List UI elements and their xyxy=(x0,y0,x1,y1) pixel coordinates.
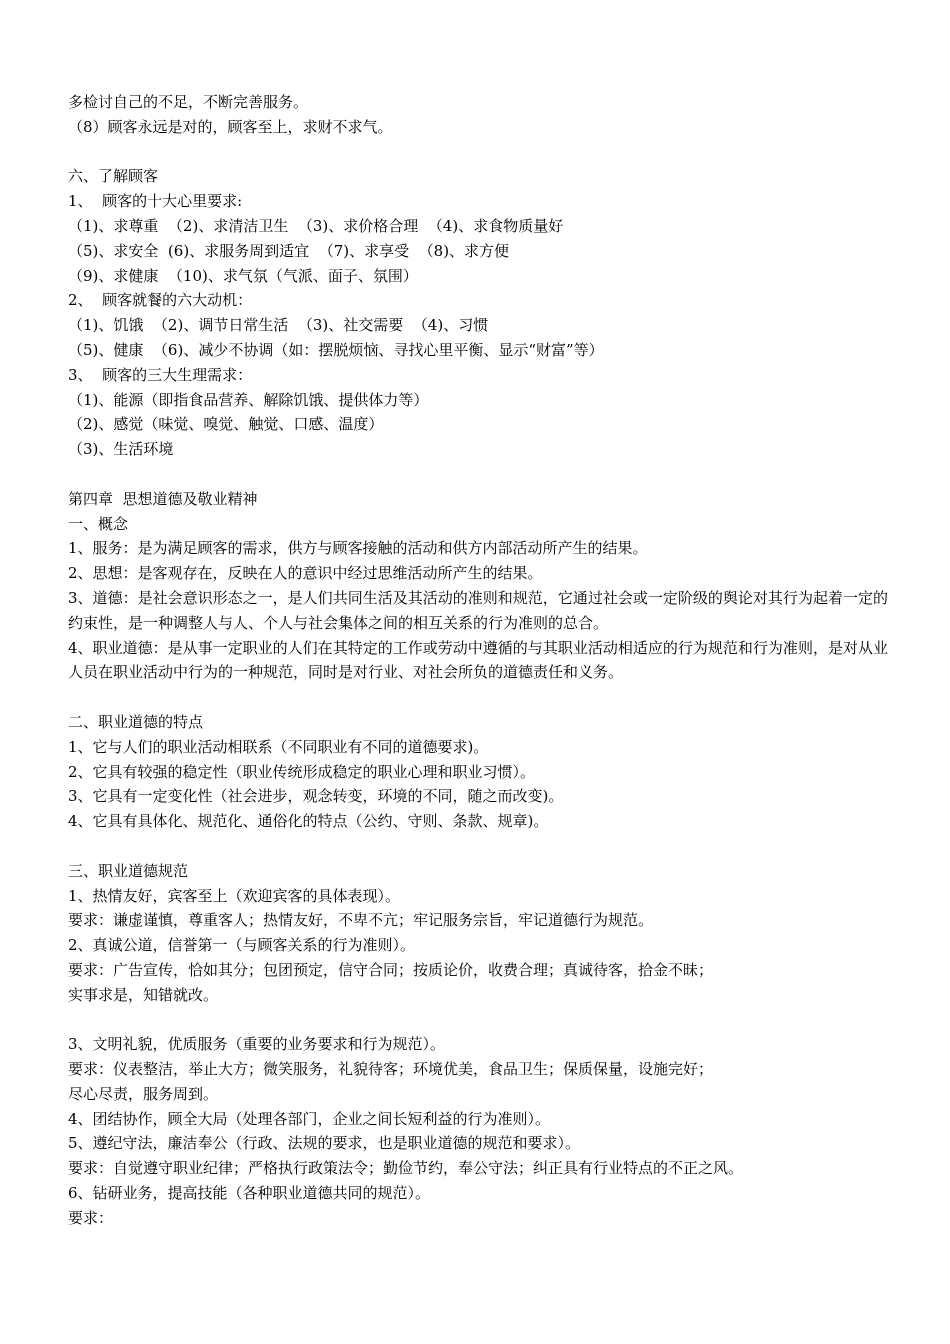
blank-line xyxy=(68,1007,888,1032)
text-line: 三、职业道德规范 xyxy=(68,861,189,880)
text-line: 4、职业道德：是从事一定职业的人们在其特定的工作或劳动中遵循的与其职业活动相适应的行为规范和行为准则，是对从业人员在职业活动中行为的一种规范，同时是对行业、对社会所负的道德责任和义务。 xyxy=(68,638,888,682)
text-line: （1)、能源（即指食品营养、解除饥饿、提供体力等） xyxy=(68,390,429,409)
text-line: 2、思想：是客观存在，反映在人的意识中经过思维活动所产生的结果。 xyxy=(68,564,543,583)
text-line: （1)、求尊重 （2)、求清洁卫生 （3)、求价格合理 （4)、求食物质量好 xyxy=(68,216,564,235)
text-line: 4、它具有具体化、规范化、通俗化的特点（公约、守则、条款、规章)。 xyxy=(68,812,549,831)
text-line: （1)、饥饿 （2)、调节日常生活 （3)、社交需要 （4)、习惯 xyxy=(68,316,489,335)
document-page xyxy=(68,90,888,1231)
text-line: 3、道德：是社会意识形态之一，是人们共同生活及其活动的准则和规范，它通过社会或一定阶级的舆论对其行为起着一定的约束性，是一种调整人与人、个人与社会集体之间的相互关系的行为准则的总合。 xyxy=(68,588,888,632)
text-line: 1、它与人们的职业活动相联系（不同职业有不同的道德要求)。 xyxy=(68,737,489,756)
text-line: 4、团结协作，顾全大局（处理各部门，企业之间长短利益的行为准则）。 xyxy=(68,1109,551,1128)
text-line: 3、 顾客的三大生理需求： xyxy=(68,365,253,384)
text-line: 1、热情友好，宾客至上（欢迎宾客的具体表现）。 xyxy=(68,886,401,905)
text-line: 3、文明礼貌，优质服务（重要的业务要求和行为规范）。 xyxy=(68,1035,446,1054)
text-line: 6、钻研业务，提高技能（各种职业道德共同的规范）。 xyxy=(68,1184,431,1203)
text-line: 一、概念 xyxy=(68,514,129,533)
text-line: （2)、感觉（味觉、嗅觉、触觉、口感、温度） xyxy=(68,415,384,434)
text-line: 3、它具有一定变化性（社会进步，观念转变，环境的不同，随之而改变)。 xyxy=(68,787,564,806)
text-line: 要求： xyxy=(68,1208,114,1227)
blank-line xyxy=(68,685,888,710)
text-line: 要求：谦虚谨慎，尊重客人；热情友好，不卑不亢；牢记服务宗旨，牢记道德行为规范。 xyxy=(68,911,654,930)
text-line: 要求：仪表整洁，举止大方；微笑服务，礼貌待客；环境优美，食品卫生；保质保量，设施完好； xyxy=(68,1060,714,1079)
text-line: （5)、求安全 (6)、求服务周到适宜 （7)、求享受 （8)、求方便 xyxy=(68,241,510,260)
text-line: 二、职业道德的特点 xyxy=(68,712,204,731)
text-line: 1、服务：是为满足顾客的需求，供方与顾客接触的活动和供方内部活动所产生的结果。 xyxy=(68,539,648,558)
text-line: 2、 顾客就餐的六大动机： xyxy=(68,291,253,310)
text-line: 要求：广告宣传，恰如其分；包团预定，信守合同；按质论价，收费合理；真诚待客，拾金不昧； xyxy=(68,960,714,979)
text-line: 5、遵纪守法，廉洁奉公（行政、法规的要求，也是职业道德的规范和要求）。 xyxy=(68,1134,581,1153)
text-line: 实事求是，知错就改。 xyxy=(68,985,219,1004)
text-line: 要求：自觉遵守职业纪律；严格执行政策法令；勤俭节约，奉公守法；纠正具有行业特点的不正之风。 xyxy=(68,1159,744,1178)
text-line: （8）顾客永远是对的，顾客至上，求财不求气。 xyxy=(68,117,393,136)
text-line: （3)、生活环境 xyxy=(68,440,174,459)
blank-line xyxy=(68,462,888,487)
text-line: 2、真诚公道，信誉第一（与顾客关系的行为准则）。 xyxy=(68,936,416,955)
text-line: 多检讨自己的不足，不断完善服务。 xyxy=(68,93,309,111)
text-line: 尽心尽责，服务周到。 xyxy=(68,1084,219,1103)
text-line: （5)、健康 （6)、减少不协调（如：摆脱烦恼、寻找心里平衡、显示“财富”等） xyxy=(68,340,604,359)
blank-line xyxy=(68,140,888,165)
blank-line xyxy=(68,834,888,859)
text-line: 1、 顾客的十大心里要求: xyxy=(68,192,243,211)
text-line: 2、它具有较强的稳定性（职业传统形成稳定的职业心理和职业习惯）。 xyxy=(68,762,536,781)
text-line: 第四章 思想道德及敬业精神 xyxy=(68,489,258,508)
text-line: 六、了解顾客 xyxy=(68,167,159,186)
text-line: （9)、求健康 （10)、求气氛（气派、面子、氛围） xyxy=(68,266,418,285)
